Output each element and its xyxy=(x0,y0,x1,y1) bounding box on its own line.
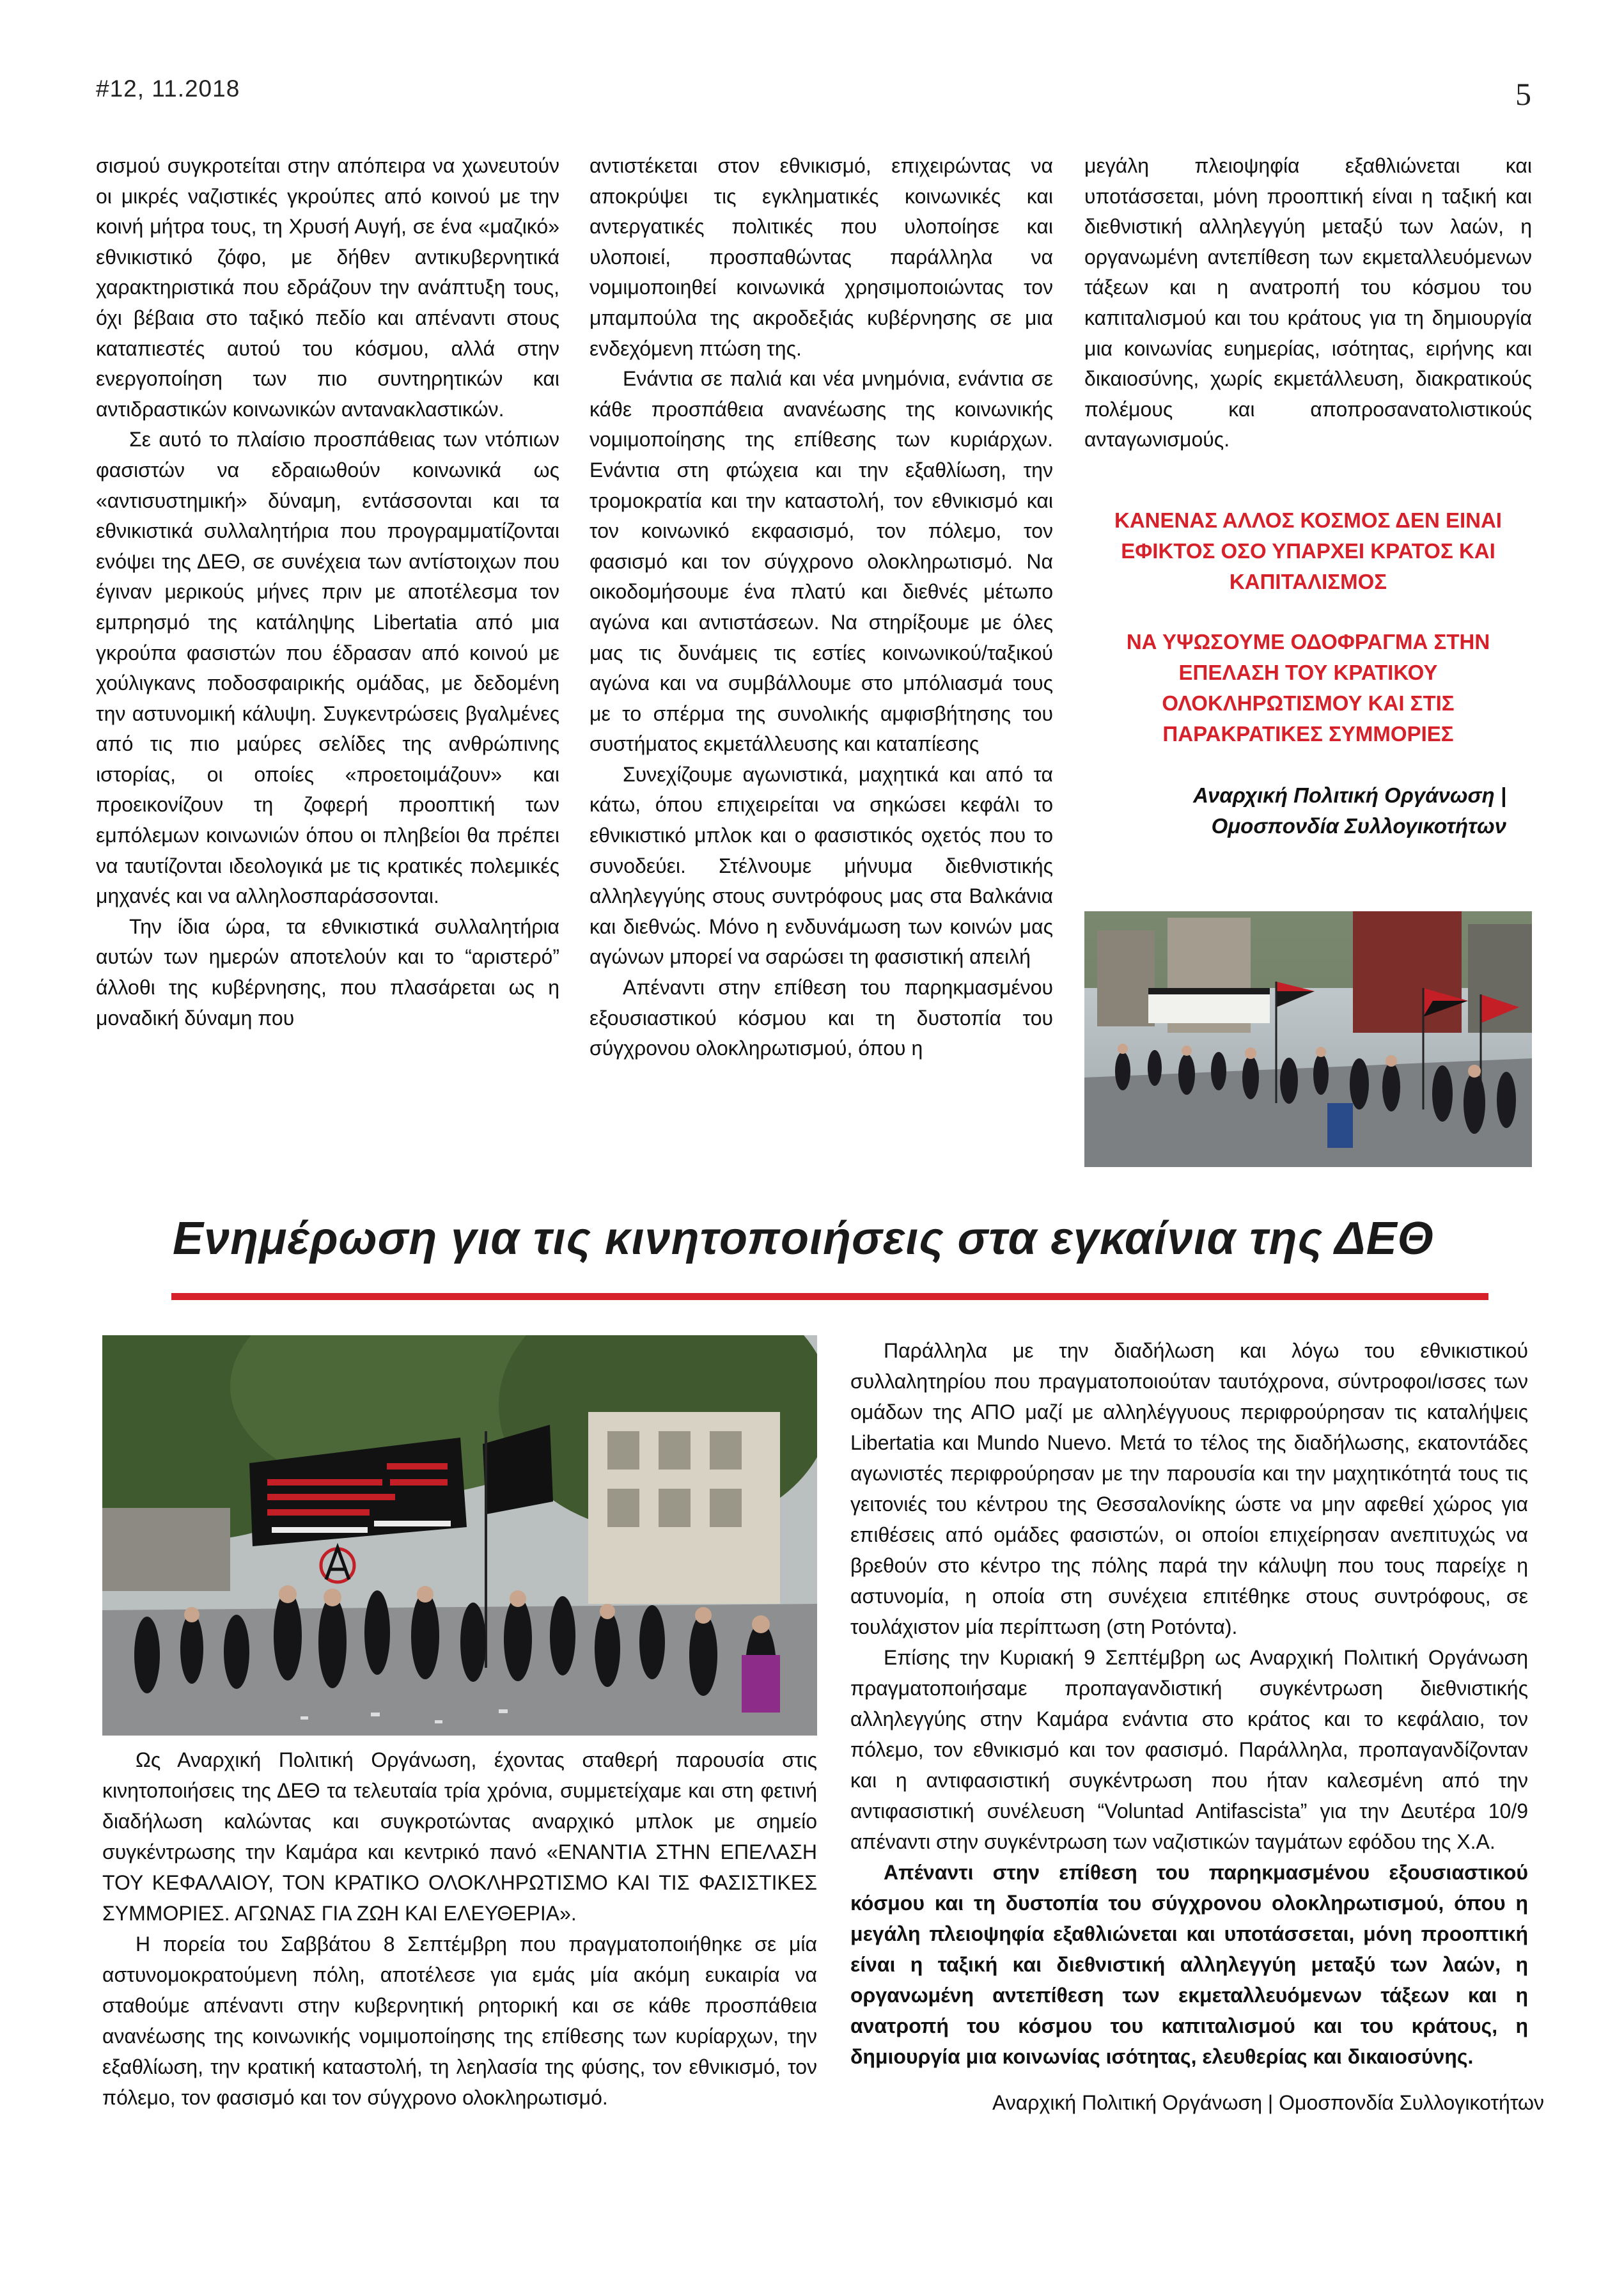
protest-photo-2 xyxy=(102,1335,817,1736)
article-2-right-text xyxy=(850,1335,1528,2072)
article-headline: Ενημέρωση για τις κινητοποιήσεις στα εγκαίνια της ΔΕΘ xyxy=(173,1213,1434,1264)
paragraph: Σε αυτό το πλαίσιο προσπάθειας των ντόπιων φασιστών να εδραιωθούν κοινωνικά ως «αντισυστημική» δύναμη, εντάσσονται και τα εθνικιστικά συλλαλητήρια που προγραμματίζονται ενόψει της ΔΕΘ, σε συνέχεια των αντίστοιχων που έγιναν μερικούς μήνες πριν με αποτέλεσμα τον εμπρησμό της κατάληψης Libertatia από μια γκρούπα φασιστών που έδρασαν από κοινού με χούλιγκανς ποδοσφαιρικής ομάδας, με δεδομένη την αστυνομική κάλυψη. Συγκεντρώσεις βγαλμένες από τις πιο μαύρες σελίδες της ανθρώπινης ιστορίας, οι οποίες «προετοιμάζουν» και προεικονίζουν τη ζοφερή προοπτική των εμπόλεμων κοινωνιών όπου οι πληβείοι θα πρέπει να ταυτίζονται ιδεολογικά με τις κρατικές πολεμικές μηχανές και να αλληλοσπαράσσονται. xyxy=(96,428,559,908)
slogan-2: ΝΑ ΥΨΩΣΟΥΜΕ ΟΔΟΦΡΑΓΜΑ ΣΤΗΝ ΕΠΕΛΑΣΗ ΤΟΥ ΚΡΑΤΙΚΟΥ ΟΛΟΚΛΗΡΩΤΙΣΜΟΥ ΚΑΙ ΣΤΙΣ ΠΑΡΑΚΡΑΤΙΚΕΣ ΣΥΜΜΟΡΙΕΣ xyxy=(1126,630,1490,746)
protest-photo-1 xyxy=(1084,911,1532,1167)
article-signature: Αναρχική Πολιτική Οργάνωση | Ομοσπονδία Συλλογικοτήτων xyxy=(1193,783,1506,838)
issue-label: #12, 11.2018 xyxy=(96,75,240,102)
footer-signature: Αναρχική Πολιτική Οργάνωση | Ομοσπονδία Συλλογικοτήτων xyxy=(992,2091,1544,2114)
slogan-1: ΚΑΝΕΝΑΣ ΑΛΛΟΣ ΚΟΣΜΟΣ ΔΕΝ ΕΙΝΑΙ ΕΦΙΚΤΟΣ ΟΣΟ ΥΠΑΡΧΕΙ ΚΡΑΤΟΣ ΚΑΙ ΚΑΠΙΤΑΛΙΣΜΟΣ xyxy=(1114,508,1502,593)
article-2-left-text xyxy=(102,1745,817,2113)
paragraph: Απέναντι στην επίθεση του παρηκμασμένου εξουσιαστικού κόσμου και τη δυστοπία του σύγχρονου ολοκληρωτισμού, όπου η xyxy=(589,976,1053,1060)
paragraph: Ενάντια σε παλιά και νέα μνημόνια, ενάντια σε κάθε προσπάθεια ανανέωσης της κοινωνικής νομιμοποίησης της επίθεσης των κυριάρχων. Ενάντια στη φτώχεια και την εξαθλίωση, την τρομοκρατία και την καταστολή, τον εθνικισμό και τον κοινωνικό εκφασισμό, τον πόλεμο, τον φασισμό και τον σύγχρονο ολοκληρωτισμό. Να οικοδομήσουμε ένα πλατύ και διεθνές μέτωπο αγώνα και αντιστάσεων. Να στηρίξουμε με όλες μας τις δυνάμεις τις εστίες κοινωνικού/ταξικού αγώνα και να συμβάλλουμε στο μπόλιασμά τους με το σπέρμα της συνολικής αμφισβήτησης του συστήματος εκμετάλλευσης και καταπίεσης xyxy=(589,367,1053,756)
paragraph: Επίσης την Κυριακή 9 Σεπτέμβρη ως Αναρχική Πολιτική Οργάνωση πραγματοποιήσαμε προπαγανδιστική συγκέντρωση διεθνιστικής αλληλεγγύης στην Καμάρα ενάντια στο κράτος και το κεφάλαιο, τον πόλεμο, τον εθνικισμό και τον φασισμό. Παράλληλα, προπαγανδίζονταν και η αντιφασιστική συγκέντρωση που ήταν καλεσμένη από την αντιφασιστική συνέλευση “Voluntad Antifascista” για την Δευτέρα 10/9 απέναντι στην συγκέντρωση των ναζιστικών ταγμάτων εφόδου της Χ.Α. xyxy=(850,1646,1528,1853)
article-column-1 xyxy=(96,151,559,1033)
article-column-2 xyxy=(589,151,1053,1064)
paragraph: Συνεχίζουμε αγωνιστικά, μαχητικά και από τα κάτω, όπου επιχειρείται να σηκώσει κεφάλι το εθνικιστικό μπλοκ και ο φασιστικός οχετός που το συνοδεύει. Στέλνουμε μήνυμα διεθνιστικής αλληλεγγύης στους συντρόφους μας στα Βαλκάνια και διεθνώς. Μόνο η ενδυνάμωση των κοινών μας αγώνων μπορεί να σαρώσει τη φασιστική απειλή xyxy=(589,762,1053,969)
paragraph: Παράλληλα με την διαδήλωση και λόγω του εθνικιστικού συλλαλητηρίου που πραγματοποιούταν ταυτόχρονα, σύντροφοι/ισσες των ομάδων της ΑΠΟ μαζί με αλληλέγγυους περιφρούρησαν τις καταλήψεις Libertatia και Mundo Nuevo. Μετά το τέλος της διαδήλωσης, εκατοντάδες αγωνιστές περιφρούρησαν με την παρουσία και την μαχητικότητά τους τις γειτονιές του κέντρου της Θεσσαλονίκης ώστε να μην αφεθεί χώρος για επιθέσεις από ομάδες φασιστών, οι οποίοι επιχείρησαν ανεπιτυχώς να βρεθούν στο κέντρο της πόλης παρά την κάλυψη που τους παρείχε η αστυνομία, η οποία στη συνέχεια επιτέθηκε στους συντρόφους, σε τουλάχιστον μία περίπτωση (στη Ροτόντα). xyxy=(850,1339,1528,1638)
paragraph: Την ίδια ώρα, τα εθνικιστικά συλλαλητήρια αυτών των ημερών αποτελούν και το “αριστερό” άλλοθι της κυβέρνησης, που πλασάρεται ως η μοναδική δύναμη που xyxy=(96,914,559,1030)
article-column-3 xyxy=(1084,151,1532,455)
page-number: 5 xyxy=(1515,76,1531,112)
paragraph-bold: Απέναντι στην επίθεση του παρηκμασμένου εξουσιαστικού κόσμου και τη δυστοπία του σύγχρονου ολοκληρωτισμού, όπου η μεγάλη πλειοψηφία εξαθλιώνεται και υποτάσσεται, μόνη προοπτική είναι η ταξική και διεθνιστική αλληλεγγύη μεταξύ των λαών, η οργανωμένη αντεπίθεση των εκμεταλλευόμενων τάξεων και η ανατροπή του κόσμου του καπιταλισμού και του κράτους, η δημιουργία μια κοινωνίας ισότητας, ελευθερίας και δικαιοσύνης. xyxy=(850,1861,1528,2068)
paragraph: σισμού συγκροτείται στην απόπειρα να χωνευτούν οι μικρές ναζιστικές γκρούπες από κοινού με την κοινή μήτρα τους, τη Χρυσή Αυγή, σε ένα «μαζικό» εθνικιστικό ζόφο, με δήθεν αντικυβερνητικά χαρακτηριστικά που εδράζουν την ανάπτυξη τους, όχι βέβαια στο ταξικό πεδίο και απέναντι στους καταπιεστές αυτού του κόσμου, αλλά στην ενεργοποίηση των πιο συντηρητικών και αντιδραστικών κοινωνικών αντανακλαστικών. xyxy=(96,154,559,421)
paragraph: Η πορεία του Σαββάτου 8 Σεπτέμβρη που πραγματοποιήθηκε σε μία αστυνομοκρατούμενη πόλη, αποτέλεσε για εμάς μία ακόμη ευκαιρία να σταθούμε απέναντι στην κυβερνητική ρητορική και σε κάθε προσπάθεια ανανέωσης της κοινωνικής νομιμοποίησης της επίθεσης των κυρίαρχων, την εξαθλίωση, την κρατική καταστολή, τη λεηλασία της φύσης, τον εθνικισμό, τον πόλεμο, τον φασισμό και τον σύγχρονο ολοκληρωτισμό. xyxy=(102,1933,817,2109)
paragraph: μεγάλη πλειοψηφία εξαθλιώνεται και υποτάσσεται, μόνη προοπτική είναι η ταξική και διεθνιστική αλληλεγγύη μεταξύ των λαών, η οργανωμένη αντεπίθεση των εκμεταλλευόμενων τάξεων και η ανατροπή του κόσμου του καπιταλισμού και του κράτους για τη δημιουργία μια κοινωνίας ευημερίας, ισότητας, ειρήνης και δικαιοσύνης, χωρίς εκμετάλλευση, διακρατικούς πολέμους και αποπροσανατολιστικούς ανταγωνισμούς. xyxy=(1084,154,1532,451)
paragraph: Ως Αναρχική Πολιτική Οργάνωση, έχοντας σταθερή παρουσία στις κινητοποιήσεις της ΔΕΘ τα τελευταία τρία χρόνια, συμμετείχαμε και στη φετινή διαδήλωση καλώντας και συγκροτώντας αναρχικό μπλοκ με σημείο συγκέντρωσης την Καμάρα και κεντρικό πανό «ΕΝΑΝΤΙΑ ΣΤΗΝ ΕΠΕΛΑΣΗ ΤΟΥ ΚΕΦΑΛΑΙΟΥ, ΤΟΝ ΚΡΑΤΙΚΟ ΟΛΟΚΛΗΡΩΤΙΣΜΟ ΚΑΙ ΤΙΣ ΦΑΣΙΣΤΙΚΕΣ ΣΥΜΜΟΡΙΕΣ. ΑΓΩΝΑΣ ΓΙΑ ΖΩΗ ΚΑΙ ΕΛΕΥΘΕΡΙΑ». xyxy=(102,1748,817,1925)
headline-divider xyxy=(171,1293,1488,1300)
paragraph: αντιστέκεται στον εθνικισμό, επιχειρώντας να αποκρύψει τις εγκληματικές κοινωνικές και αντεργατικές πολιτικές που υλοποίησε και υλοποιεί, προσπαθώντας παράλληλα να νομιμοποιηθεί κοινωνικά χρησιμοποιώντας τον μπαμπούλα της ακροδεξιάς κυβέρνησης σε μια ενδεχόμενη πτώση της. xyxy=(589,154,1053,360)
